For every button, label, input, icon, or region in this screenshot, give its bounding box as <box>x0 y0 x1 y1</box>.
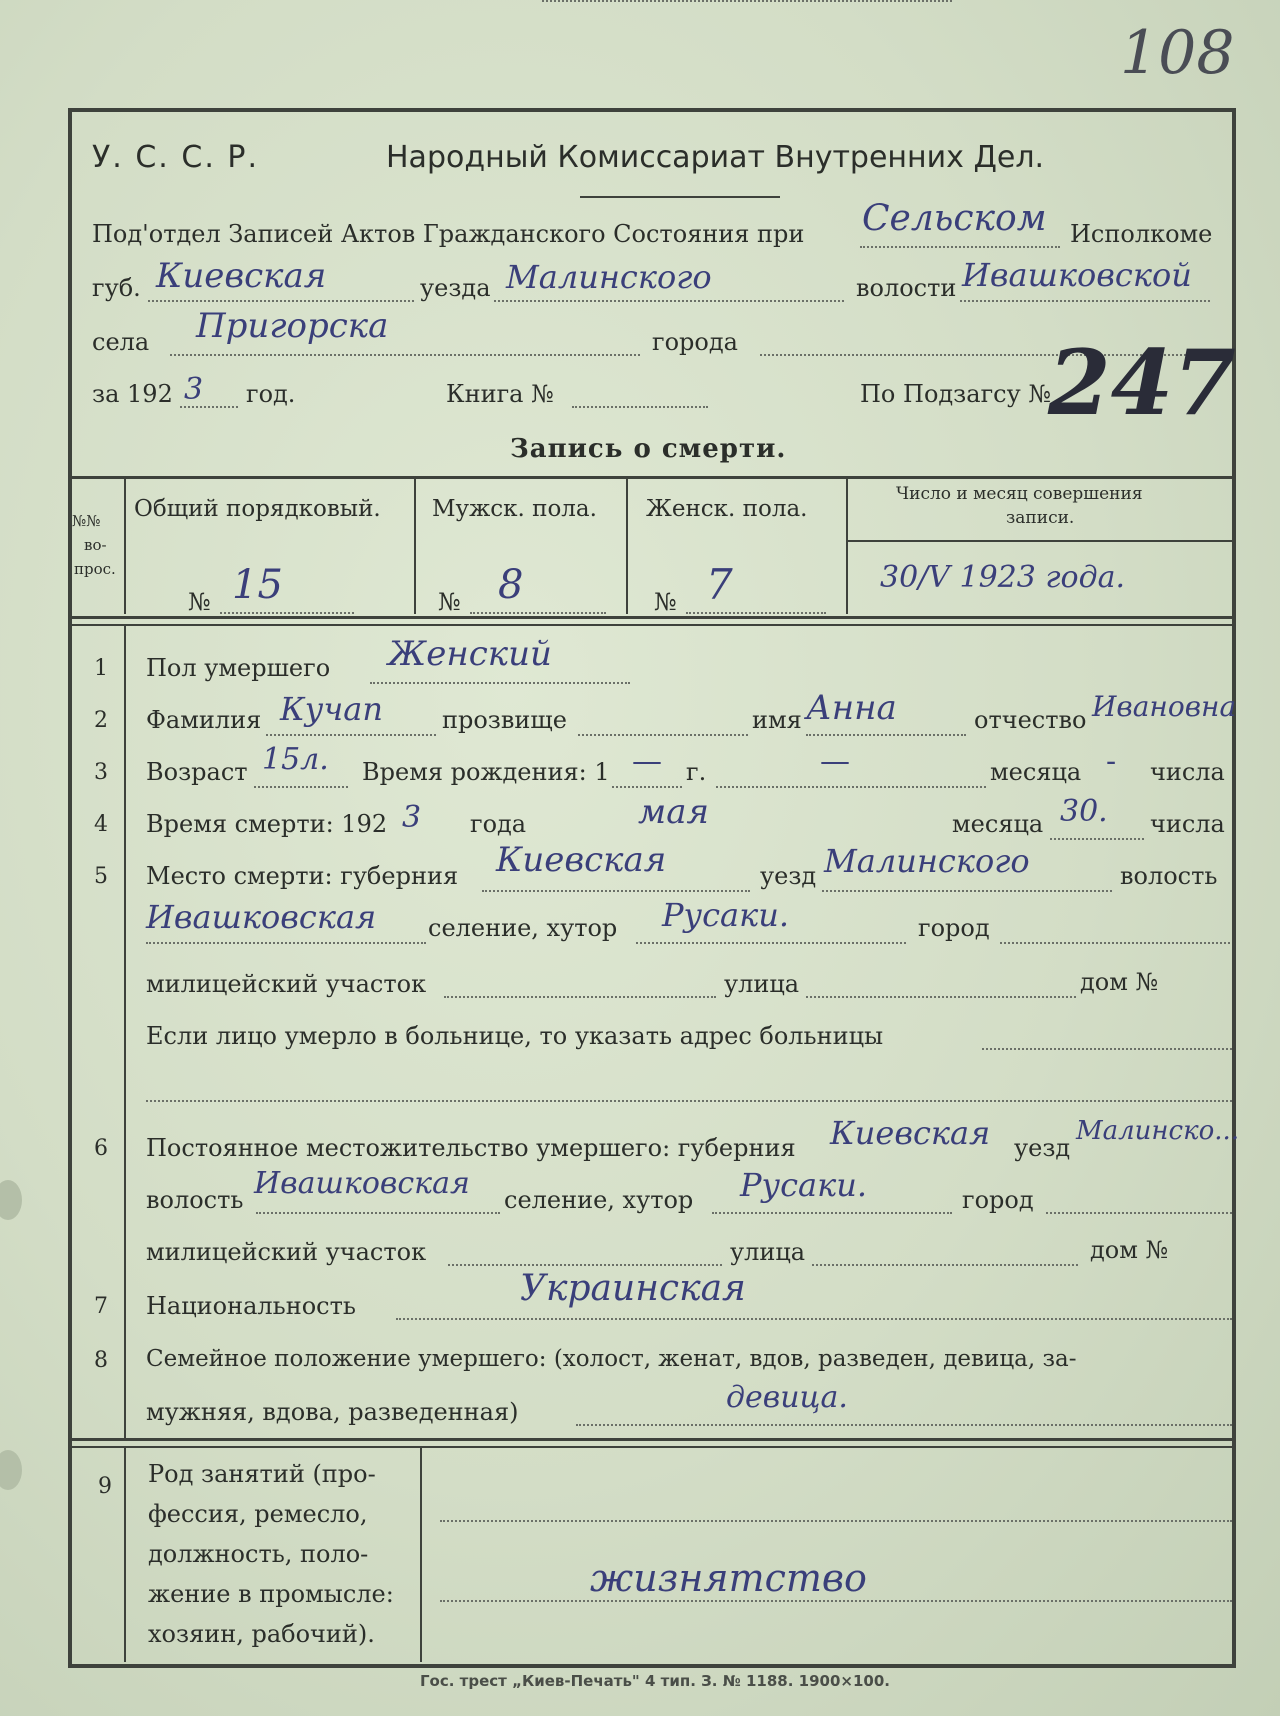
marital-value: девица. <box>726 1380 848 1415</box>
residence-selo-label: селение, хутор <box>504 1186 694 1214</box>
occupation-line <box>440 1520 1232 1522</box>
residence-selo-line <box>712 1212 952 1214</box>
punch-hole <box>0 1180 22 1220</box>
militia-line <box>444 996 716 998</box>
hospital-label: Если лицо умерло в больнице, то указать адрес больницы <box>146 1022 884 1050</box>
council-line <box>860 246 1060 248</box>
house-label: дом № <box>1080 968 1159 996</box>
field-number: 8 <box>94 1348 108 1373</box>
death-month-value: мая <box>638 792 709 832</box>
subreg-label: По Подзагсу № <box>860 380 1052 408</box>
printer-imprint: Гос. трест „Киев-Печать" 4 тип. З. № 1188. 1900×100. <box>420 1672 890 1690</box>
year-prefix: за 192 <box>92 380 173 408</box>
death-volost-label: волость <box>1120 862 1218 890</box>
residence-militia-label: милицейский участок <box>146 1238 427 1266</box>
field-number: 5 <box>94 864 108 889</box>
residence-uezd-value: Малинско... <box>1076 1116 1240 1146</box>
volost-line <box>960 300 1210 302</box>
title-rule <box>580 196 780 198</box>
birth-month-value: — <box>820 744 850 779</box>
selo-label: села <box>92 328 150 356</box>
general-number-value: 15 <box>232 562 283 608</box>
female-number-line <box>686 612 826 614</box>
sex-value: Женский <box>388 634 552 674</box>
residence-uezd-label: уезд <box>1014 1134 1071 1162</box>
residence-house-label: дом № <box>1090 1236 1169 1264</box>
punch-hole <box>0 1450 22 1490</box>
book-label: Книга № <box>446 380 554 408</box>
gub-label: губ. <box>92 274 141 302</box>
marital-label: мужняя, вдова, разведенная) <box>146 1398 519 1426</box>
occupation-column-divider <box>420 1448 422 1662</box>
number-sign: № <box>654 588 677 616</box>
residence-selo-value: Русаки. <box>740 1166 867 1204</box>
birth-label: Время рождения: 1 <box>362 758 610 786</box>
year-digit: 3 <box>184 372 204 407</box>
death-city-line <box>1000 942 1230 944</box>
death-volost-line <box>146 942 426 944</box>
table-col-divider <box>414 478 416 614</box>
section-rule <box>68 1446 1236 1448</box>
suboffice-suffix: Исполкоме <box>1070 220 1213 248</box>
field-number: 7 <box>94 1294 108 1319</box>
female-number-value: 7 <box>706 560 733 609</box>
council-value: Сельском <box>862 198 1047 239</box>
number-sign: № <box>188 588 211 616</box>
question-num-label: прос. <box>74 560 116 578</box>
residence-street-label: улица <box>730 1238 806 1266</box>
death-place-label: Место смерти: губерния <box>146 862 459 890</box>
uezd-label: уезда <box>420 274 491 302</box>
nickname-line <box>578 734 748 736</box>
age-label: Возраст <box>146 758 248 786</box>
death-city-label: город <box>918 914 990 942</box>
selo-value: Пригорска <box>196 306 389 346</box>
militia-label: милицейский участок <box>146 970 427 998</box>
field-number: 2 <box>94 708 108 733</box>
marital-label: Семейное положение умершего: (холост, женат, вдов, разведен, девица, за- <box>146 1346 1077 1372</box>
birth-year-value: — <box>632 744 662 779</box>
hospital-line <box>982 1048 1232 1050</box>
republic-heading: У. С. С. Р. <box>92 140 260 175</box>
table-col-divider <box>124 478 126 614</box>
male-number-line <box>470 612 606 614</box>
commissariat-heading: Народный Комиссариат Внутренних Дел. <box>386 140 1045 175</box>
death-selo-label: селение, хутор <box>428 914 618 942</box>
uezd-value: Малинского <box>506 258 712 296</box>
birth-year-line <box>612 786 682 788</box>
record-date-value: 30/V 1923 года. <box>880 560 1126 595</box>
nationality-line <box>396 1318 1232 1320</box>
sex-label: Пол умершего <box>146 654 331 682</box>
year-suffix: год. <box>246 380 296 408</box>
volost-value: Ивашковской <box>962 256 1192 294</box>
nickname-label: прозвище <box>442 706 567 734</box>
section-rule <box>68 1438 1236 1441</box>
table-bottom-rule <box>68 616 1236 619</box>
patronymic-label: отчество <box>974 706 1087 734</box>
death-uezd-line <box>822 890 1112 892</box>
surname-value: Кучап <box>280 690 383 728</box>
street-label: улица <box>724 970 800 998</box>
record-date-header: Число и месяц совершения <box>896 484 1143 504</box>
death-gub-value: Киевская <box>496 840 667 880</box>
death-month-label: месяца <box>952 810 1044 838</box>
residence-volost-line <box>256 1212 500 1214</box>
residence-volost-label: волость <box>146 1186 244 1214</box>
suboffice-label: Под'отдел Записей Актов Гражданского Состояния при <box>92 220 805 248</box>
death-year-label: года <box>470 810 527 838</box>
selo-line <box>170 354 640 356</box>
birth-month-line <box>716 786 986 788</box>
male-number-value: 8 <box>498 562 524 608</box>
number-column-divider <box>124 626 126 1440</box>
field-number: 9 <box>98 1474 112 1499</box>
archive-number: 108 <box>1120 18 1235 88</box>
occupation-value: жизнятство <box>590 1556 867 1600</box>
residence-label: Постоянное местожительство умершего: губерния <box>146 1134 796 1162</box>
occupation-label: хозяин, рабочий). <box>148 1620 375 1648</box>
occupation-label: должность, поло- <box>148 1540 369 1568</box>
field-number: 3 <box>94 760 108 785</box>
nationality-value: Украинская <box>520 1268 746 1309</box>
document-title: Запись о смерти. <box>510 434 787 464</box>
birth-day-value: - <box>1106 744 1117 779</box>
book-line <box>572 406 708 408</box>
surname-line <box>266 734 436 736</box>
subreg-number: 247 <box>1048 330 1236 436</box>
death-uezd-value: Малинского <box>824 842 1030 880</box>
age-line <box>254 786 348 788</box>
surname-label: Фамилия <box>146 706 262 734</box>
hospital-line <box>146 1100 1232 1102</box>
uezd-line <box>494 300 844 302</box>
occupation-label: жение в промысле: <box>148 1580 394 1608</box>
number-sign: № <box>438 588 461 616</box>
record-date-header: записи. <box>1006 508 1075 528</box>
death-selo-value: Русаки. <box>662 896 789 934</box>
general-number-line <box>220 612 354 614</box>
male-number-header: Мужск. пола. <box>432 496 597 522</box>
death-uezd-label: уезд <box>760 862 817 890</box>
occupation-line <box>440 1600 1232 1602</box>
volost-label: волости <box>856 274 957 302</box>
death-time-label: Время смерти: 192 <box>146 810 388 838</box>
given-name-value: Анна <box>806 688 897 728</box>
death-selo-line <box>636 942 906 944</box>
question-num-label: во- <box>84 536 107 554</box>
number-column-divider <box>124 1448 126 1662</box>
residence-city-line <box>1046 1212 1232 1214</box>
birth-year-suffix: г. <box>686 758 707 786</box>
given-name-line <box>806 734 966 736</box>
question-num-label: №№ <box>72 512 101 530</box>
death-volost-value: Ивашковская <box>146 898 377 936</box>
death-month-line <box>542 0 952 2</box>
street-line <box>806 996 1076 998</box>
nationality-label: Национальность <box>146 1292 356 1320</box>
death-day-value: 30. <box>1060 794 1108 829</box>
marital-line <box>576 1424 1232 1426</box>
sex-line <box>370 682 630 684</box>
residence-street-line <box>812 1264 1078 1266</box>
table-top-rule <box>68 476 1236 479</box>
occupation-label: фессия, ремесло, <box>148 1500 368 1528</box>
field-number: 1 <box>94 656 108 681</box>
gub-line <box>148 300 414 302</box>
occupation-label: Род занятий (про- <box>148 1460 376 1488</box>
death-day-label: числа <box>1150 810 1225 838</box>
field-number: 6 <box>94 1136 108 1161</box>
gorod-label: города <box>652 328 738 356</box>
death-day-line <box>1050 838 1144 840</box>
table-col-divider <box>626 478 628 614</box>
birth-month-label: месяца <box>990 758 1082 786</box>
gub-value: Киевская <box>156 256 327 296</box>
age-value: 15л. <box>262 742 329 777</box>
birth-day-label: числа <box>1150 758 1225 786</box>
table-col-divider <box>846 478 848 614</box>
residence-militia-line <box>448 1264 722 1266</box>
residence-volost-value: Ивашковская <box>254 1166 470 1201</box>
female-number-header: Женск. пола. <box>646 496 808 522</box>
residence-city-label: город <box>962 1186 1034 1214</box>
patronymic-value: Ивановна <box>1092 690 1237 723</box>
field-number: 4 <box>94 812 108 837</box>
death-year-digit: 3 <box>402 800 422 835</box>
death-gub-line <box>482 890 750 892</box>
table-bottom-rule <box>68 624 1236 626</box>
residence-gub-value: Киевская <box>830 1114 991 1152</box>
table-mid-rule <box>846 540 1232 542</box>
given-name-label: имя <box>752 706 802 734</box>
general-number-header: Общий порядковый. <box>134 496 381 522</box>
